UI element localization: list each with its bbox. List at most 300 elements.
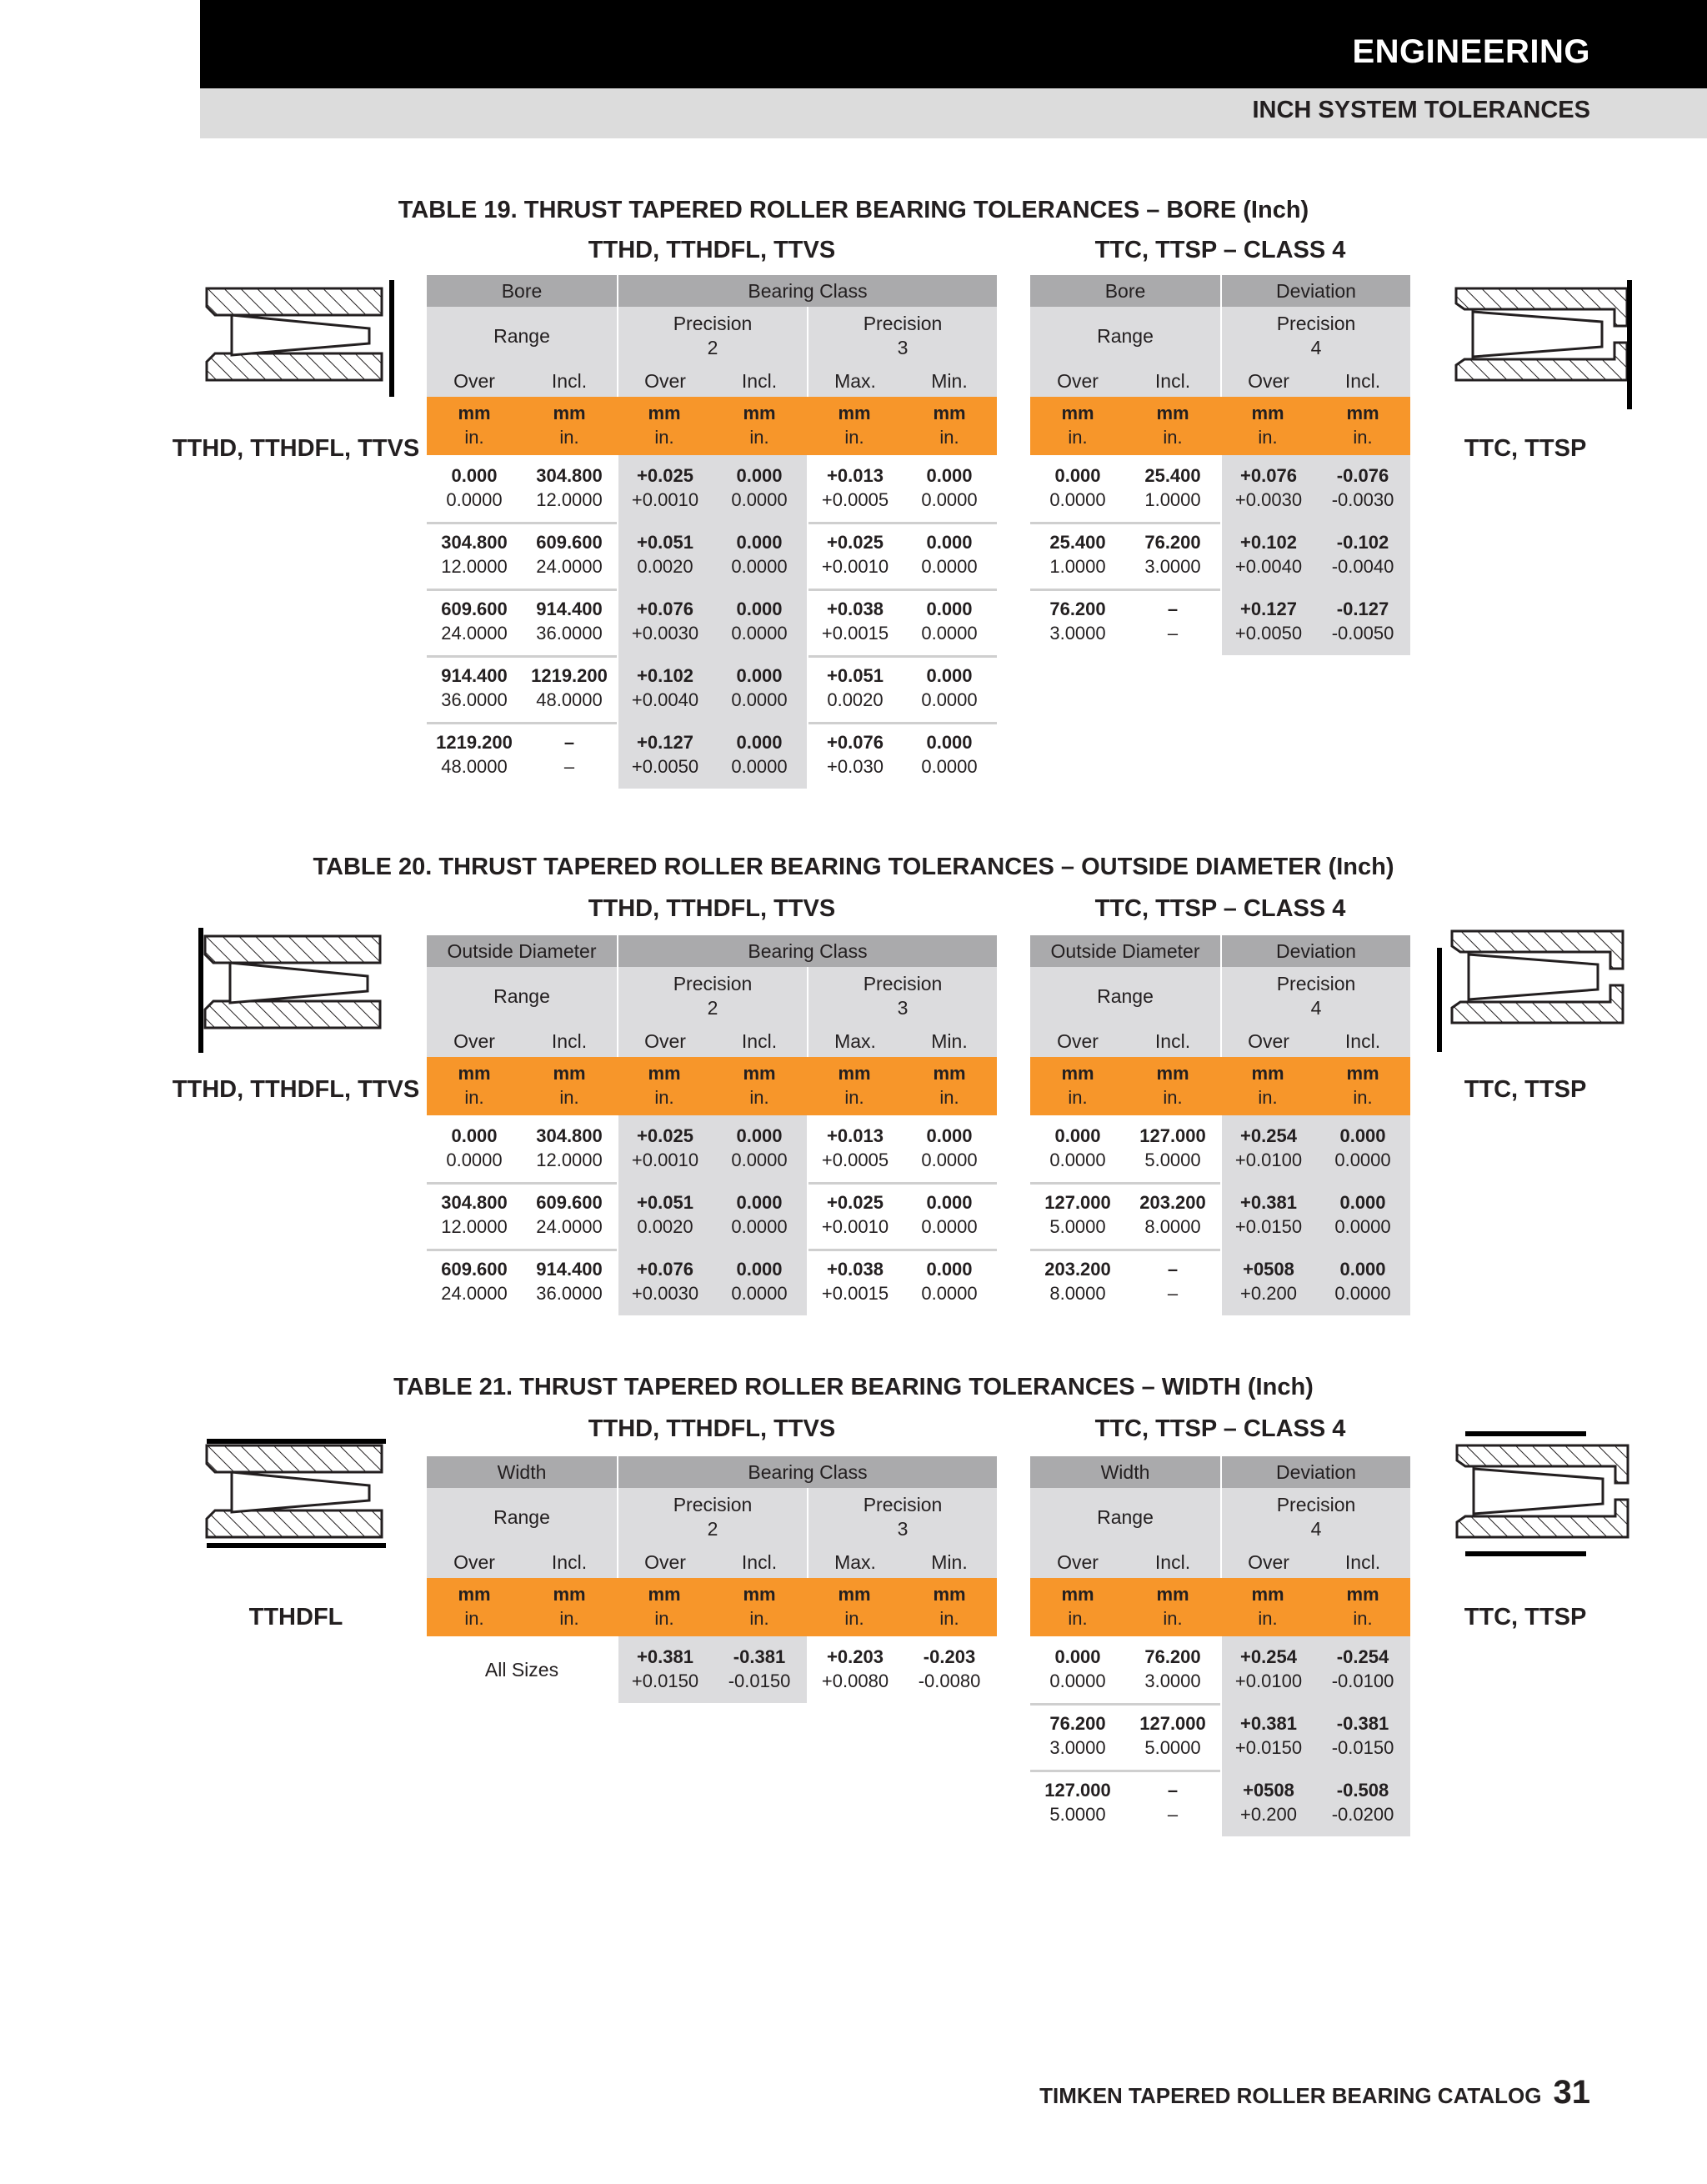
value-mm: +0.381 bbox=[1240, 1192, 1297, 1214]
unit-mm: mm bbox=[933, 403, 966, 424]
table-row bbox=[1030, 1249, 1410, 1315]
value-in: 0.0000 bbox=[921, 1150, 978, 1170]
value-in: 12.0000 bbox=[441, 556, 508, 577]
value-in: -0.0100 bbox=[1331, 1671, 1394, 1691]
value-in: 0.0000 bbox=[1049, 1671, 1106, 1691]
range-header: Range bbox=[1030, 967, 1220, 1025]
unit-cell bbox=[1220, 1578, 1315, 1636]
unit-mm: mm bbox=[648, 1063, 681, 1084]
precision-4-header bbox=[1220, 1488, 1410, 1546]
units-row bbox=[427, 1057, 997, 1115]
table-cell bbox=[617, 655, 712, 722]
table-subtitle-left: TTHD, TTHDFL, TTVS bbox=[588, 1415, 836, 1442]
table-cell bbox=[1030, 1703, 1125, 1770]
unit-in: in. bbox=[559, 1608, 579, 1629]
value-mm: 1219.200 bbox=[436, 732, 513, 754]
unit-mm: mm bbox=[553, 1584, 586, 1605]
value-mm: -0.254 bbox=[1336, 1646, 1389, 1668]
value-in: – bbox=[563, 756, 575, 777]
range-group-header: Outside Diameter bbox=[427, 935, 617, 967]
value-mm: 609.600 bbox=[441, 1259, 508, 1280]
value-in: +0.0030 bbox=[631, 1283, 699, 1304]
table-subtitle-right: TTC, TTSP – CLASS 4 bbox=[1094, 1415, 1346, 1442]
unit-mm: mm bbox=[1156, 1063, 1189, 1084]
value-mm: 0.000 bbox=[926, 532, 973, 554]
table-cell bbox=[522, 1249, 617, 1315]
value-mm: 0.000 bbox=[736, 1259, 783, 1280]
value-in: +0.0040 bbox=[631, 689, 699, 710]
value-mm: 76.200 bbox=[1049, 599, 1106, 620]
unit-cell bbox=[522, 1578, 617, 1636]
table-cell bbox=[1030, 589, 1125, 655]
table-cell bbox=[1125, 1115, 1220, 1182]
table-cell bbox=[617, 1115, 712, 1182]
column-labels-row bbox=[1030, 1025, 1410, 1057]
range-header: Range bbox=[427, 307, 617, 365]
unit-cell bbox=[1220, 397, 1315, 455]
unit-mm: mm bbox=[553, 1063, 586, 1084]
value-in: +0.0150 bbox=[1234, 1737, 1303, 1758]
unit-mm: mm bbox=[1251, 1063, 1284, 1084]
value-mm: 609.600 bbox=[441, 599, 508, 620]
value-in: +0.0010 bbox=[821, 1216, 889, 1237]
column-label: Incl. bbox=[522, 1025, 617, 1057]
value-mm: 0.000 bbox=[1339, 1192, 1386, 1214]
table-cell bbox=[1220, 1249, 1315, 1315]
value-in: -0.0050 bbox=[1331, 623, 1394, 644]
class-group-header: Bearing Class bbox=[617, 935, 997, 967]
value-mm: +0.203 bbox=[827, 1646, 884, 1668]
value-mm: 0.000 bbox=[926, 599, 973, 620]
table-cell bbox=[1125, 589, 1220, 655]
value-in: 0.0000 bbox=[731, 1283, 788, 1304]
table-cell bbox=[427, 722, 522, 789]
value-in: +0.200 bbox=[1240, 1804, 1297, 1825]
table-cell bbox=[1030, 1249, 1125, 1315]
value-in: 0.0000 bbox=[921, 1216, 978, 1237]
value-in: -0.0080 bbox=[918, 1671, 981, 1691]
value-in: -0.0030 bbox=[1331, 489, 1394, 510]
unit-cell bbox=[1315, 1057, 1410, 1115]
all-sizes-cell: All Sizes bbox=[484, 1658, 559, 1681]
value-in: 0.0000 bbox=[731, 489, 788, 510]
table-cell bbox=[807, 655, 902, 722]
table-cell bbox=[902, 522, 997, 589]
value-in: 0.0000 bbox=[921, 689, 978, 710]
unit-cell bbox=[902, 397, 997, 455]
unit-in: in. bbox=[1163, 1087, 1183, 1108]
value-mm: 76.200 bbox=[1049, 1713, 1106, 1735]
table-header-row bbox=[427, 307, 997, 365]
value-mm: +0.025 bbox=[827, 1192, 884, 1214]
unit-in: in. bbox=[464, 1608, 484, 1629]
value-in: 24.0000 bbox=[441, 623, 508, 644]
unit-in: in. bbox=[1068, 1087, 1088, 1108]
unit-in: in. bbox=[749, 427, 769, 448]
value-mm: – bbox=[1167, 599, 1179, 620]
table-cell bbox=[1220, 1182, 1315, 1249]
bearing-cross-section-diagram bbox=[198, 1420, 398, 1570]
table-header-row bbox=[427, 1488, 997, 1546]
value-in: 0.0000 bbox=[446, 489, 503, 510]
value-mm: 0.000 bbox=[736, 665, 783, 687]
value-in: 0.0000 bbox=[921, 623, 978, 644]
column-label: Incl. bbox=[1125, 365, 1220, 397]
table-cell bbox=[712, 1636, 807, 1703]
value-in: 48.0000 bbox=[441, 756, 508, 777]
table-cell bbox=[1125, 522, 1220, 589]
table-cell bbox=[902, 1115, 997, 1182]
value-mm: 304.800 bbox=[441, 532, 508, 554]
table-cell bbox=[617, 1182, 712, 1249]
table-cell bbox=[902, 722, 997, 789]
value-mm: 0.000 bbox=[1339, 1259, 1386, 1280]
value-mm: +0.038 bbox=[827, 1259, 884, 1280]
value-mm: 0.000 bbox=[1054, 465, 1101, 487]
value-in: +0.0050 bbox=[1234, 623, 1303, 644]
precision-label: Precision bbox=[1276, 1494, 1356, 1516]
precision-3-header bbox=[807, 1488, 997, 1546]
column-label: Min. bbox=[902, 1025, 997, 1057]
table-cell bbox=[427, 522, 522, 589]
column-label: Incl. bbox=[522, 365, 617, 397]
precision-label: Precision bbox=[673, 1494, 753, 1516]
unit-mm: mm bbox=[1346, 1584, 1379, 1605]
table-cell bbox=[807, 522, 902, 589]
class-group-header: Deviation bbox=[1220, 935, 1410, 967]
value-in: 1.0000 bbox=[1144, 489, 1201, 510]
value-mm: +0.051 bbox=[827, 665, 884, 687]
unit-mm: mm bbox=[458, 403, 491, 424]
value-in: 36.0000 bbox=[441, 689, 508, 710]
value-in: +0.0040 bbox=[1234, 556, 1303, 577]
unit-in: in. bbox=[939, 1608, 959, 1629]
table-cell bbox=[1315, 1770, 1410, 1836]
range-group-header: Width bbox=[427, 1456, 617, 1488]
unit-in: in. bbox=[844, 1087, 864, 1108]
precision-label: Precision bbox=[863, 1494, 943, 1516]
value-mm: 127.000 bbox=[1044, 1192, 1111, 1214]
column-label: Max. bbox=[807, 1546, 902, 1578]
table-cell bbox=[427, 1182, 522, 1249]
unit-cell bbox=[1220, 1057, 1315, 1115]
table-cell bbox=[1030, 455, 1125, 522]
table-cell bbox=[1315, 1703, 1410, 1770]
table-cell bbox=[807, 722, 902, 789]
value-mm: +0.013 bbox=[827, 1125, 884, 1147]
value-mm: -0.381 bbox=[733, 1646, 786, 1668]
value-mm: 914.400 bbox=[536, 599, 603, 620]
value-in: 0.0000 bbox=[731, 756, 788, 777]
value-mm: 304.800 bbox=[536, 465, 603, 487]
table-cell bbox=[617, 522, 712, 589]
table-row bbox=[1030, 1115, 1410, 1185]
table-cell bbox=[1220, 1770, 1315, 1836]
range-group-header: Outside Diameter bbox=[1030, 935, 1220, 967]
table-cell bbox=[902, 1249, 997, 1315]
value-in: 0.0000 bbox=[921, 556, 978, 577]
bearing-cross-section-diagram bbox=[197, 911, 397, 1061]
table-cell bbox=[1125, 1703, 1220, 1770]
unit-in: in. bbox=[464, 427, 484, 448]
table-cell bbox=[712, 1182, 807, 1249]
range-group-header: Width bbox=[1030, 1456, 1220, 1488]
value-in: +0.0010 bbox=[821, 556, 889, 577]
page-number: 31 bbox=[1553, 2074, 1590, 2111]
precision-number: 4 bbox=[1310, 1518, 1322, 1540]
table-cell bbox=[1315, 455, 1410, 522]
value-mm: 1219.200 bbox=[531, 665, 608, 687]
unit-mm: mm bbox=[458, 1063, 491, 1084]
range-header: Range bbox=[427, 967, 617, 1025]
table-row bbox=[1030, 1770, 1410, 1836]
table-cell bbox=[617, 722, 712, 789]
unit-in: in. bbox=[654, 1608, 674, 1629]
table-row bbox=[427, 589, 997, 658]
value-mm: 609.600 bbox=[536, 1192, 603, 1214]
table-title: TABLE 21. THRUST TAPERED ROLLER BEARING TOLERANCES – WIDTH (Inch) bbox=[393, 1374, 1314, 1400]
value-in: +0.0010 bbox=[631, 1150, 699, 1170]
table-row bbox=[1030, 455, 1410, 524]
value-mm: 25.400 bbox=[1049, 532, 1106, 554]
precision-2-header bbox=[617, 1488, 807, 1546]
column-label: Over bbox=[1220, 1025, 1315, 1057]
table-cell bbox=[1030, 1182, 1125, 1249]
table-title: TABLE 20. THRUST TAPERED ROLLER BEARING TOLERANCES – OUTSIDE DIAMETER (Inch) bbox=[313, 854, 1394, 880]
column-label: Over bbox=[617, 1546, 712, 1578]
table-row bbox=[427, 1182, 997, 1251]
unit-cell bbox=[1125, 1578, 1220, 1636]
column-label: Min. bbox=[902, 1546, 997, 1578]
table-cell bbox=[712, 722, 807, 789]
value-in: 0.0000 bbox=[731, 556, 788, 577]
table-cell bbox=[522, 655, 617, 722]
value-mm: 0.000 bbox=[926, 465, 973, 487]
value-mm: +0.381 bbox=[637, 1646, 693, 1668]
unit-mm: mm bbox=[838, 403, 871, 424]
value-in: 3.0000 bbox=[1049, 1737, 1106, 1758]
table-cell bbox=[1125, 455, 1220, 522]
value-in: 0.0000 bbox=[1334, 1216, 1391, 1237]
value-mm: – bbox=[1167, 1780, 1179, 1801]
table-cell bbox=[712, 655, 807, 722]
value-in: 36.0000 bbox=[536, 1283, 603, 1304]
unit-mm: mm bbox=[1061, 403, 1094, 424]
value-mm: 0.000 bbox=[926, 1259, 973, 1280]
table-header-row bbox=[1030, 1488, 1410, 1546]
column-labels-row bbox=[427, 365, 997, 397]
precision-label: Precision bbox=[1276, 973, 1356, 995]
value-mm: +0.038 bbox=[827, 599, 884, 620]
unit-mm: mm bbox=[1156, 403, 1189, 424]
value-in: 8.0000 bbox=[1144, 1216, 1201, 1237]
precision-label: Precision bbox=[673, 973, 753, 995]
bearing-type-label-left: TTHDFL bbox=[248, 1604, 343, 1630]
range-header: Range bbox=[1030, 1488, 1220, 1546]
precision-3-header bbox=[807, 307, 997, 365]
table-cell bbox=[522, 722, 617, 789]
value-in: +0.0150 bbox=[631, 1671, 699, 1691]
column-label: Over bbox=[427, 365, 522, 397]
column-label: Incl. bbox=[1315, 365, 1410, 397]
units-row bbox=[427, 397, 997, 455]
value-mm: -0.203 bbox=[923, 1646, 976, 1668]
unit-in: in. bbox=[559, 1087, 579, 1108]
table-cell bbox=[902, 1182, 997, 1249]
value-in: 0.0020 bbox=[827, 689, 884, 710]
value-in: 5.0000 bbox=[1049, 1804, 1106, 1825]
table-title: TABLE 19. THRUST TAPERED ROLLER BEARING TOLERANCES – BORE (Inch) bbox=[398, 197, 1309, 223]
table-cell bbox=[807, 1636, 902, 1703]
precision-4-header bbox=[1220, 307, 1410, 365]
value-mm: +0.051 bbox=[637, 532, 693, 554]
table-header-row bbox=[1030, 307, 1410, 365]
column-label: Incl. bbox=[1315, 1025, 1410, 1057]
value-mm: 203.200 bbox=[1044, 1259, 1111, 1280]
precision-label: Precision bbox=[1276, 313, 1356, 335]
unit-cell bbox=[1125, 397, 1220, 455]
value-mm: -0.102 bbox=[1336, 532, 1389, 554]
table-row bbox=[427, 1115, 997, 1185]
table-subtitle-right: TTC, TTSP – CLASS 4 bbox=[1094, 895, 1346, 922]
value-in: -0.0150 bbox=[728, 1671, 791, 1691]
value-mm: +0.076 bbox=[637, 599, 693, 620]
table-cell bbox=[1220, 1703, 1315, 1770]
value-in: +0.0080 bbox=[821, 1671, 889, 1691]
value-in: -0.0200 bbox=[1331, 1804, 1394, 1825]
table-cell bbox=[617, 1249, 712, 1315]
precision-number: 3 bbox=[897, 1518, 909, 1540]
table-header-row bbox=[1030, 1456, 1410, 1488]
value-in: 0.0000 bbox=[1334, 1283, 1391, 1304]
unit-in: in. bbox=[749, 1608, 769, 1629]
table-cell bbox=[902, 1636, 997, 1703]
bearing-type-label-right: TTC, TTSP bbox=[1464, 1604, 1587, 1630]
table-cell bbox=[1220, 589, 1315, 655]
value-mm: – bbox=[1167, 1259, 1179, 1280]
value-mm: +0.025 bbox=[637, 1125, 693, 1147]
table-cell bbox=[1030, 1770, 1125, 1836]
unit-in: in. bbox=[1258, 1608, 1278, 1629]
unit-mm: mm bbox=[648, 1584, 681, 1605]
value-mm: 25.400 bbox=[1144, 465, 1201, 487]
table-cell bbox=[807, 1115, 902, 1182]
precision-label: Precision bbox=[673, 313, 753, 335]
table-cell bbox=[902, 455, 997, 522]
table-cell bbox=[1030, 1115, 1125, 1182]
unit-mm: mm bbox=[458, 1584, 491, 1605]
unit-mm: mm bbox=[1251, 1584, 1284, 1605]
unit-in: in. bbox=[844, 1608, 864, 1629]
range-header: Range bbox=[427, 1488, 617, 1546]
class-group-header: Deviation bbox=[1220, 1456, 1410, 1488]
unit-in: in. bbox=[654, 427, 674, 448]
table-cell bbox=[617, 1636, 712, 1703]
value-in: -0.0150 bbox=[1331, 1737, 1394, 1758]
value-mm: 0.000 bbox=[1054, 1646, 1101, 1668]
unit-cell bbox=[1030, 1578, 1125, 1636]
column-label: Over bbox=[617, 365, 712, 397]
value-mm: 0.000 bbox=[926, 732, 973, 754]
bearing-type-label-left: TTHD, TTHDFL, TTVS bbox=[172, 435, 420, 462]
value-mm: +0.127 bbox=[1240, 599, 1297, 620]
column-label: Over bbox=[427, 1546, 522, 1578]
precision-number: 2 bbox=[707, 1518, 718, 1540]
column-label: Min. bbox=[902, 365, 997, 397]
value-in: 0.0000 bbox=[921, 489, 978, 510]
precision-2-header bbox=[617, 307, 807, 365]
precision-number: 2 bbox=[707, 337, 718, 358]
table-cell bbox=[1315, 1182, 1410, 1249]
table-row bbox=[427, 1636, 997, 1703]
unit-mm: mm bbox=[1156, 1584, 1189, 1605]
unit-cell bbox=[807, 1578, 902, 1636]
unit-in: in. bbox=[939, 427, 959, 448]
units-row bbox=[1030, 1578, 1410, 1636]
table-cell bbox=[712, 1115, 807, 1182]
value-mm: 0.000 bbox=[736, 732, 783, 754]
unit-cell bbox=[807, 397, 902, 455]
value-in: +0.0015 bbox=[821, 1283, 889, 1304]
table-cell bbox=[902, 589, 997, 655]
unit-cell bbox=[617, 1578, 712, 1636]
value-mm: 127.000 bbox=[1139, 1125, 1206, 1147]
value-mm: +0508 bbox=[1243, 1259, 1294, 1280]
table-cell bbox=[522, 1115, 617, 1182]
table-cell bbox=[1315, 1249, 1410, 1315]
units-row bbox=[1030, 1057, 1410, 1115]
unit-mm: mm bbox=[1061, 1063, 1094, 1084]
unit-in: in. bbox=[559, 427, 579, 448]
value-mm: 0.000 bbox=[926, 665, 973, 687]
value-mm: +0.025 bbox=[827, 532, 884, 554]
range-group-header: Bore bbox=[427, 275, 617, 307]
value-mm: +0.076 bbox=[827, 732, 884, 754]
value-mm: – bbox=[563, 732, 575, 754]
table-cell bbox=[807, 1249, 902, 1315]
unit-in: in. bbox=[1353, 427, 1373, 448]
table-cell bbox=[712, 589, 807, 655]
range-header: Range bbox=[1030, 307, 1220, 365]
value-mm: 304.800 bbox=[536, 1125, 603, 1147]
value-mm: -0.381 bbox=[1336, 1713, 1389, 1735]
value-in: 0.0000 bbox=[731, 1216, 788, 1237]
value-mm: 0.000 bbox=[736, 532, 783, 554]
table-cell bbox=[1220, 1115, 1315, 1182]
table-cell bbox=[1125, 1249, 1220, 1315]
table-cell bbox=[1125, 1770, 1220, 1836]
table-row bbox=[1030, 1703, 1410, 1772]
unit-mm: mm bbox=[1251, 403, 1284, 424]
value-mm: +0.013 bbox=[827, 465, 884, 487]
table-cell bbox=[522, 1182, 617, 1249]
unit-mm: mm bbox=[743, 1063, 776, 1084]
value-in: 0.0000 bbox=[921, 756, 978, 777]
precision-number: 4 bbox=[1310, 997, 1322, 1019]
column-label: Over bbox=[1030, 1025, 1125, 1057]
value-in: – bbox=[1167, 1283, 1179, 1304]
precision-label: Precision bbox=[863, 973, 943, 995]
value-mm: 0.000 bbox=[1339, 1125, 1386, 1147]
value-mm: 203.200 bbox=[1139, 1192, 1206, 1214]
column-label: Incl. bbox=[1315, 1546, 1410, 1578]
value-mm: 304.800 bbox=[441, 1192, 508, 1214]
value-in: +0.0030 bbox=[631, 623, 699, 644]
table-cell bbox=[807, 1182, 902, 1249]
bearing-cross-section-diagram bbox=[1435, 906, 1635, 1056]
column-label: Over bbox=[1030, 365, 1125, 397]
unit-cell bbox=[1315, 1578, 1410, 1636]
